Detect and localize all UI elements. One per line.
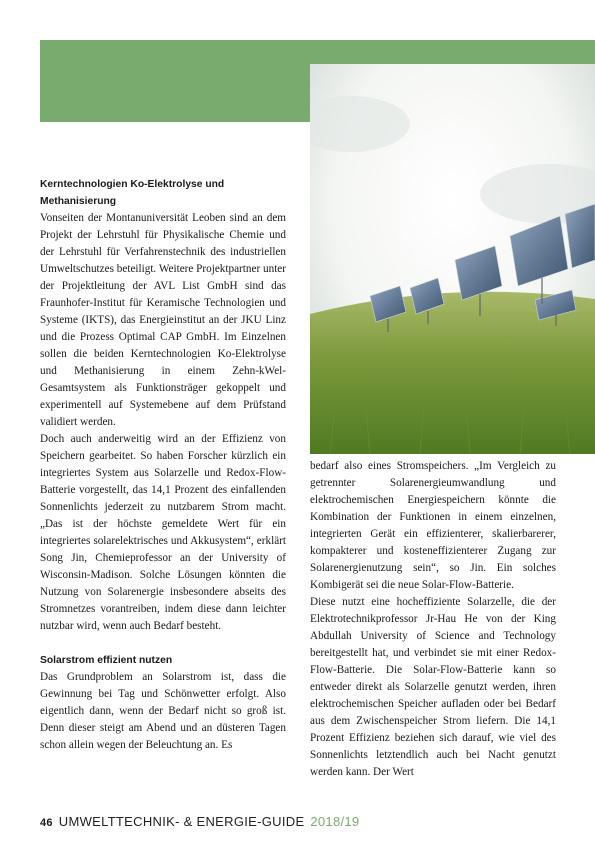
- paragraph: Doch auch anderweitig wird an der Effizienz von Speichern gearbeitet. So haben Forscher kürzlich ein integriertes System aus Solarzelle und Redox-Flow-Batterie vorgestellt, das 14,1 Prozent des einfallenden Sonnenlichts jederzeit zu nutzbarem Strom macht. „Das ist der höchste gemeldete Wert für ein integriertes solarelektrisches und Akkusystem“, erklärt Song Jin, Chemieprofessor an der University of Wisconsin-Madison. Solche Lösungen könnten die Nutzung von Solarenergie insbesondere abseits des Stromnetzes vorantreiben, indem diese dann leichter nutzbar wird, wenn auch Bedarf besteht.: [40, 433, 286, 632]
- paragraph: Diese nutzt eine hocheffiziente Solarzelle, die der Elektrotechnikprofessor Jr-Hau He von der King Abdullah University of Science and Technology bereitgestellt hat, und verbindet sie mit einer Redox-Flow-Batterie. Die Solar-Flow-Batterie kann so entweder direkt als Solarzelle genutzt werden, ihren elektrochemischen Speicher aufladen oder bei Bedarf aus dem Zwischenspeicher Strom liefern. Die 14,1 Prozent Effizienz beziehen sich darauf, wie viel des Sonnenlichts letztendlich auch bei Nacht genutzt werden kann. Der Wert: [310, 596, 556, 778]
- solar-panels-photo: [310, 64, 595, 454]
- paragraph: Vonseiten der Montanuniversität Leoben sind an dem Projekt der Lehrstuhl für Physikalische Chemie und der Lehrstuhl für Verfahrenstechnik des industriellen Umweltschutzes beteiligt. Weitere Projektpartner unter der Projektleitung der AVL List GmbH sind das Fraunhofer-Institut für Keramische Technologien und Systeme (IKTS), das Energieinstitut an der JKU Linz und die Prozess Optimal CAP GmbH. Im Einzelnen sollen die beiden Kerntechnologien Ko-Elektrolyse und Methanisierung in einem Zehn-kWel-Gesamtsystem als Funktionsträger gekoppelt und experimentell auf Systemebene auf dem Prüfstand validiert werden.: [40, 212, 286, 428]
- guide-title: UMWELTTECHNIK- & ENERGIE-GUIDE: [58, 814, 305, 829]
- page-number: 46: [40, 817, 53, 829]
- right-text-column: [310, 458, 556, 781]
- page-footer: [40, 814, 359, 829]
- paragraph: Das Grundproblem an Solarstrom ist, dass die Gewinnung bei Tag und Schönwetter erfolgt. Also eigentlich dann, wenn der Bedarf nicht so groß ist. Denn dieser steigt am Abend und an düsteren Tagen schon allein wegen der Beleuchtung an. Es: [40, 671, 286, 751]
- paragraph: bedarf also eines Stromspeichers. „Im Vergleich zu getrennter Solarenergieumwandlung und elektrochemischen Energiespeichern könnte die Kombination der Funktionen in einem einzelnen, integrierten Gerät ein effizienterer, skalierbarerer, kompakterer und kosteneffizienterer Zugang zur Solarenergienutzung sein“, so Jin. Ein solches Kombigerät sei die neue Solar-Flow-Batterie.: [310, 460, 556, 591]
- guide-year: 2018/19: [310, 814, 360, 829]
- section-heading: Kerntechnologien Ko-Elektrolyse und Methanisierung: [40, 179, 225, 207]
- section-heading: Solarstrom effizient nutzen: [40, 655, 173, 666]
- left-text-column: [40, 176, 286, 754]
